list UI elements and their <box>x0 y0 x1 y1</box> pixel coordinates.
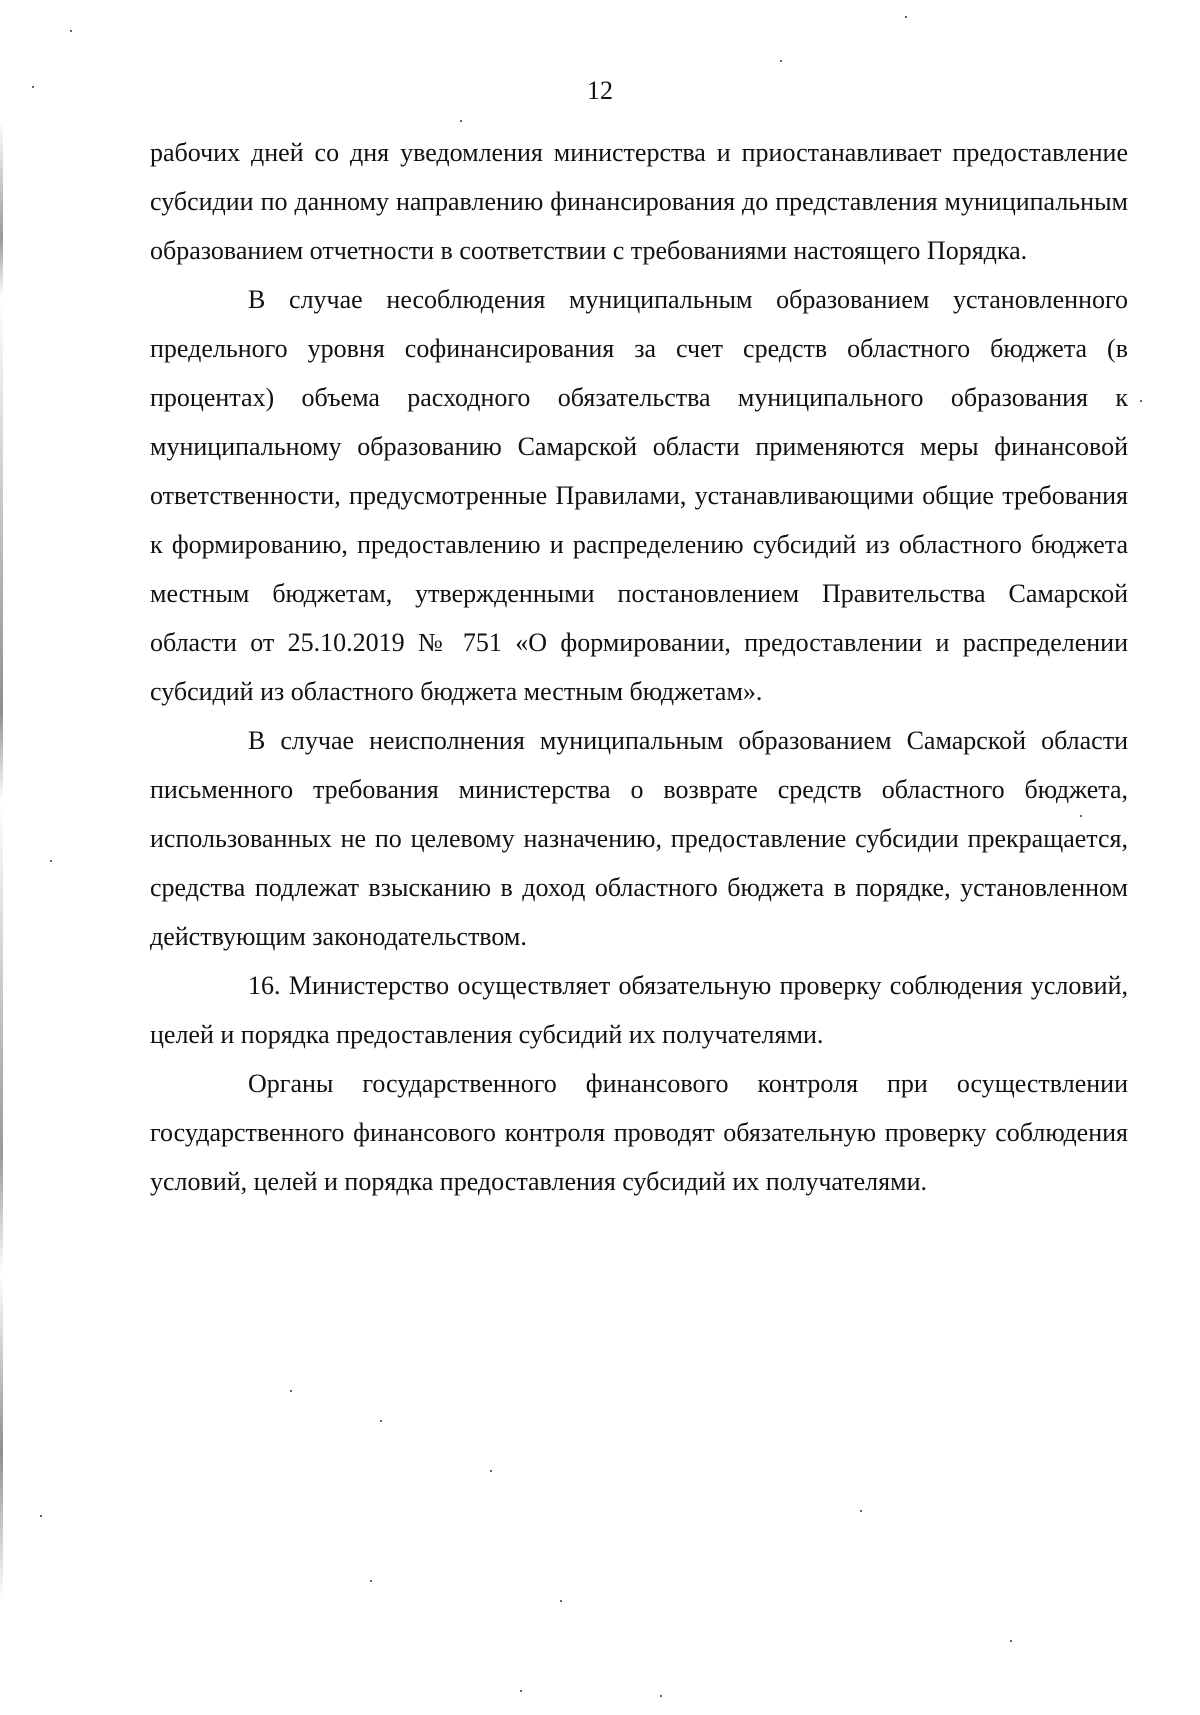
scan-speck <box>40 1515 42 1517</box>
scan-speck <box>460 120 462 122</box>
scan-speck <box>1140 400 1142 402</box>
paragraph-cofinancing-violation: В случае несоблюдения муниципальным образованием установленного предельного уровня софинансирования за счет средств областного бюджета (в процентах) объема расходного обязательства муниципального образования к муниципальному образованию Самарской области применяются меры финансовой ответственности, предусмотренные Правилами, устанавливающими общие требования к формированию, предоставлению и распределению субсидий из областного бюджета местным бюджетам, утвержденными постановлением Правительства Самарской области от 25.10.2019 № 751 «О формировании, предоставлении и распределении субсидий из областного бюджета местным бюджетам». <box>150 285 1128 706</box>
scan-speck <box>50 860 52 862</box>
page-number: 12 <box>587 76 613 105</box>
paragraph-financial-control: Органы государственного финансового контроля при осуществлении государственного финансового контроля проводят обязательную проверку соблюдения условий, целей и порядка предоставления субсидий их получателями. <box>150 1069 1128 1196</box>
document-body <box>150 128 1128 1206</box>
paragraph-continuation: рабочих дней со дня уведомления министерства и приостанавливает предоставление субсидии по данному направлению финансирования до представления муниципальным образованием отчетности в соответствии с требованиями настоящего Порядка. <box>150 138 1128 265</box>
scan-speck <box>32 86 34 88</box>
scan-speck <box>780 60 782 62</box>
scan-speck <box>70 30 72 32</box>
scan-speck <box>520 1690 522 1692</box>
scan-speck <box>290 1390 292 1392</box>
scan-speck <box>490 1470 492 1472</box>
scan-speck <box>560 1600 562 1602</box>
scan-edge-artifact <box>0 120 3 1600</box>
scan-speck <box>905 16 907 18</box>
scan-speck <box>1080 815 1082 817</box>
scan-speck <box>660 1695 662 1697</box>
scan-speck <box>1010 1640 1012 1642</box>
paragraph-refund-failure: В случае неисполнения муниципальным образованием Самарской области письменного требования министерства о возврате средств областного бюджета, использованных не по целевому назначению, предоставление субсидии прекращается, средства подлежат взысканию в доход областного бюджета в порядке, установленном действующим законодательством. <box>150 726 1128 951</box>
scan-speck <box>370 1580 372 1582</box>
paragraph-item-16: 16. Министерство осуществляет обязательную проверку соблюдения условий, целей и порядка предоставления субсидий их получателями. <box>150 971 1128 1049</box>
scan-speck <box>380 1420 382 1422</box>
scan-speck <box>860 1510 862 1512</box>
